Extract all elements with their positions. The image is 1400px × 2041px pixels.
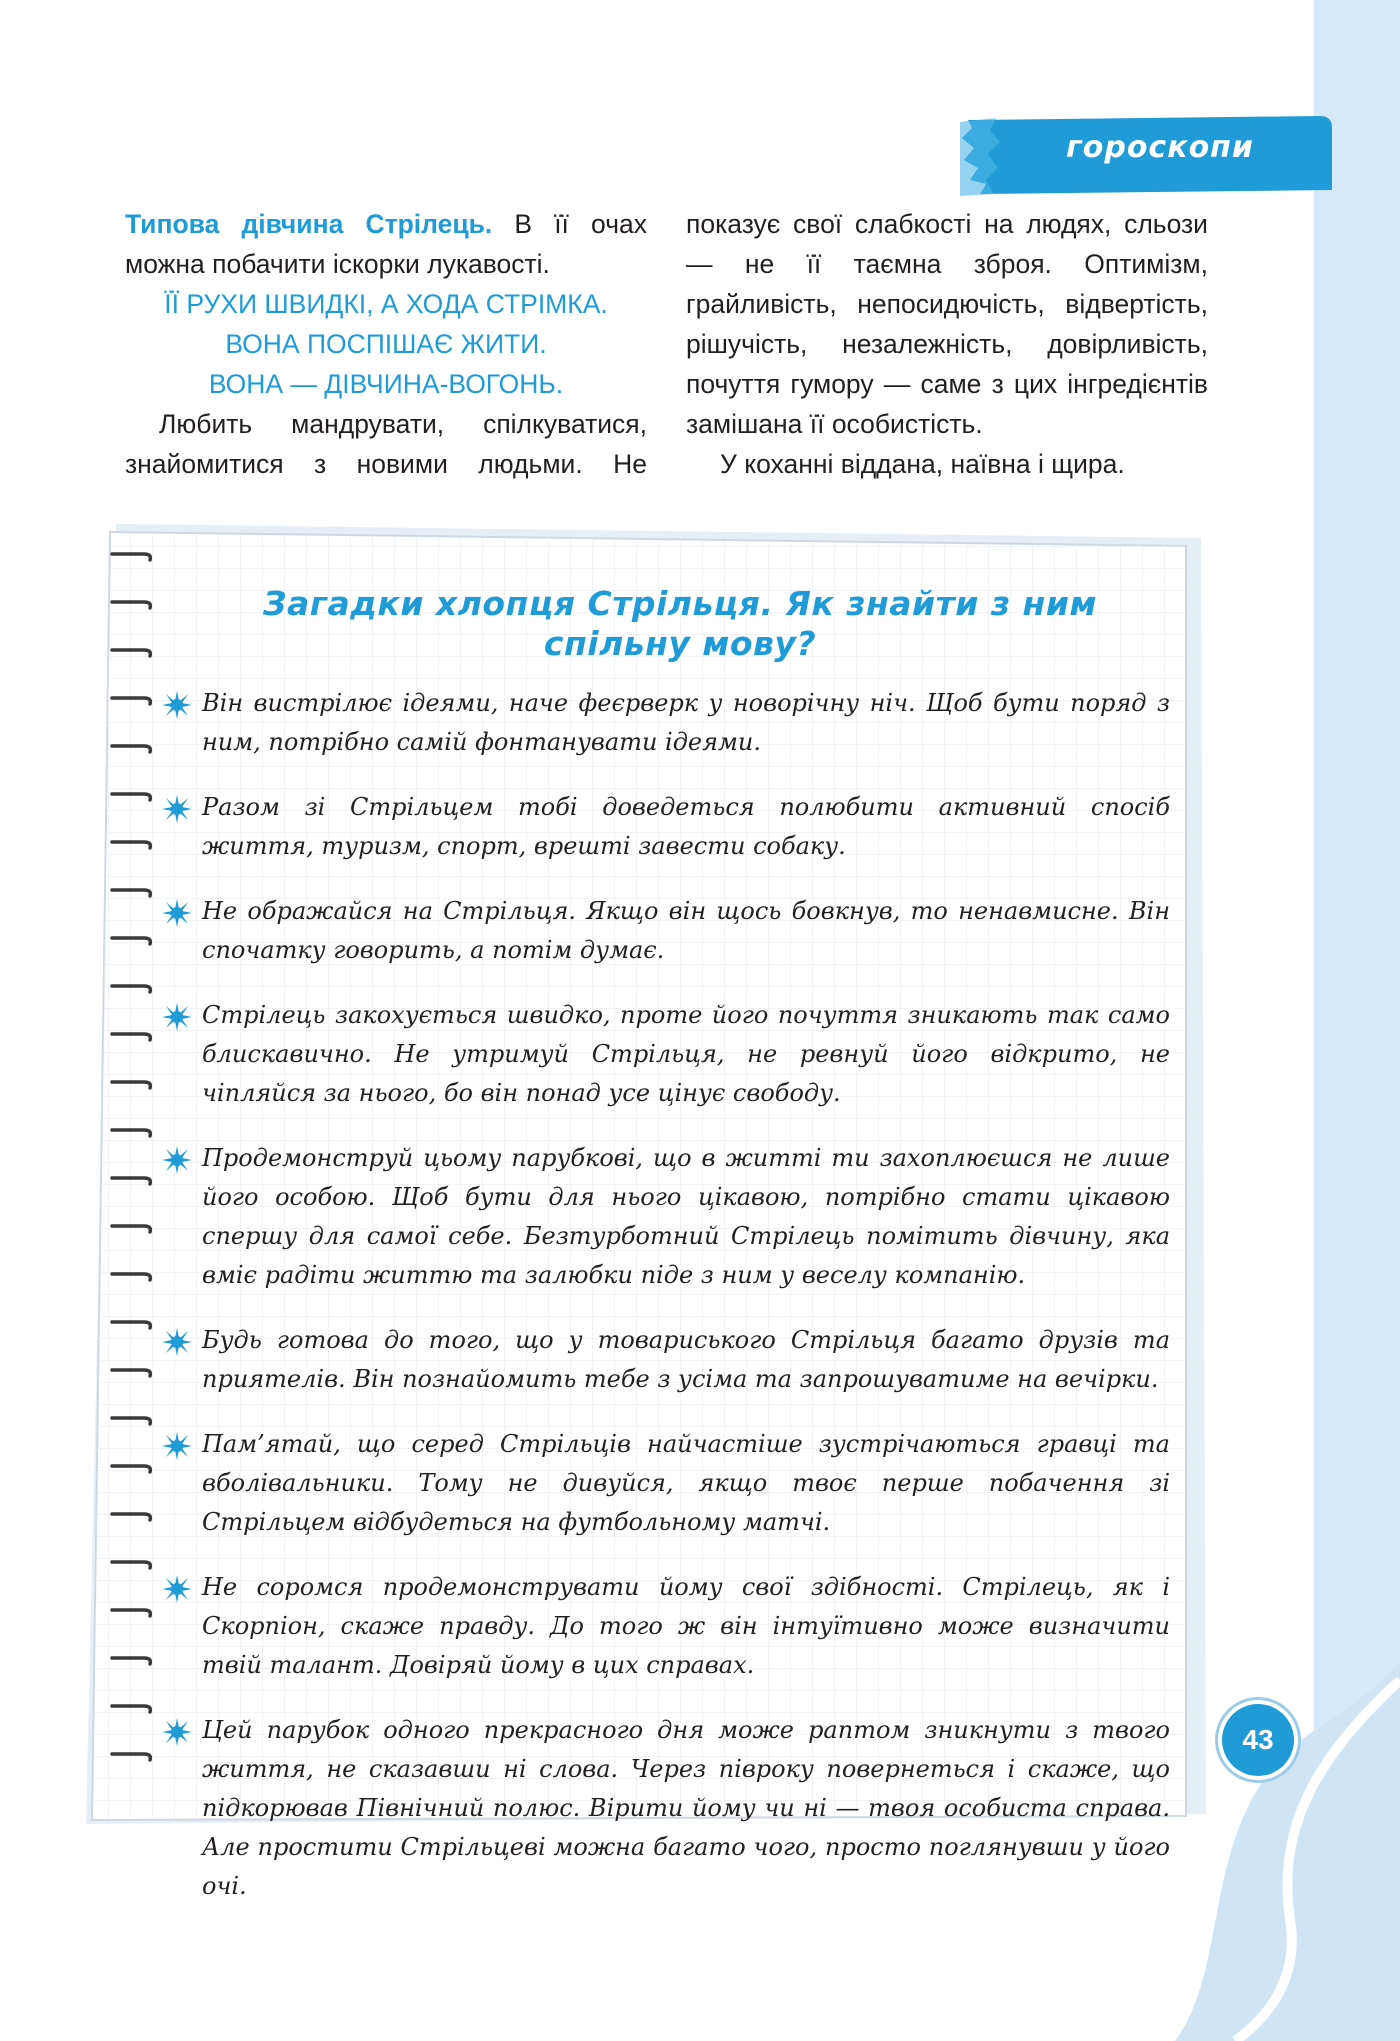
intro-right-paragraph: показує свої слабкості на людях, сльози — не її таємна зброя. Оптимізм, грайливість, непосидючість, відвертість, рішучість, незалежність, довірливість, почуття гумору — саме з цих інгредієнтів замішана її особистість. [686,209,1208,439]
tip-text: Не соромся продемонструвати йому свої здібності. Стрілець, як і Скорпіон, скаже правду. До того ж він інтуїтивно може визначити твій талант. Довіряй йому в цих справах. [202,1573,1170,1679]
tip-text: Стрілець закохується швидко, проте його почуття зникають так само блискавично. Не утримуй Стрільця, не ревнуй його відкрито, не чіпляйся за нього, бо він понад усе цінує свободу. [202,1001,1170,1107]
list-item [160,1139,1170,1295]
splash-icon [160,898,194,928]
intro-right-column [686,204,1208,484]
tip-text: Разом зі Стрільцем тобі доведеться полюбити активний спосіб життя, туризм, спорт, врешті завести собаку. [202,793,1170,860]
splash-icon [160,1002,194,1032]
tip-text: Пам’ятай, що серед Стрільців найчастіше зустрічаються гравці та вболівальники. Тому не дивуйся, якщо твоє перше побачення зі Стрільцем відбудеться на футбольному матчі. [202,1430,1170,1536]
tips-list [160,684,1170,1932]
list-item [160,1711,1170,1906]
spiral-binding [108,536,158,1776]
notebook-title: Загадки хлопця Стрільця. Як знайти з ним спільну мову? [263,584,1097,663]
list-item [160,996,1170,1113]
intro-right-last: У коханні віддана, наївна і щира. [720,449,1125,479]
highlight-line-3: ВОНА — ДІВЧИНА-ВОГОНЬ. [208,369,564,399]
splash-icon [160,1145,194,1175]
list-item [160,1568,1170,1685]
splash-icon [160,690,194,720]
lead-text: В її очах можна побачити іскорки лукавості. [125,209,647,279]
tip-text: Не ображайся на Стрільця. Якщо він щось бовкнув, то ненавмисне. Він спочатку говорить, а потім думає. [202,897,1170,964]
corner-decoration [1175,1660,1400,2041]
list-item [160,788,1170,866]
splash-icon [160,794,194,824]
splash-icon [160,1327,194,1357]
tip-text: Він вистрілює ідеями, наче феєрверк у новорічну ніч. Щоб бути поряд з ним, потрібно самій фонтанувати ідеями. [202,689,1170,756]
list-item [160,1321,1170,1399]
splash-icon [160,1574,194,1604]
highlight-line-2: ВОНА ПОСПІШАЄ ЖИТИ. [225,329,547,359]
intro-lead [125,204,647,284]
list-item [160,684,1170,762]
page-number: 43 [1222,1704,1294,1776]
tip-text: Цей парубок одного прекрасного дня може раптом зникнути з твого життя, не сказавши ні слова. Через півроку повернеться і скаже, що підкорював Північний полюс. Вірити йому чи ні — твоя особиста справа. Але простити Стрільцеві можна багато чого, просто поглянувши у його очі. [202,1716,1170,1900]
lead-title: Типова дівчина Стрілець. [125,209,493,239]
splash-icon [160,1717,194,1747]
tip-text: Будь готова до того, що у товариського Стрільця багато друзів та приятелів. Він познайомить тебе з усіма та запрошуватиме на вечірки. [202,1326,1170,1393]
intro-left-column [125,204,647,484]
list-item [160,892,1170,970]
splash-icon [160,1431,194,1461]
section-label: гороскопи [1066,130,1254,165]
highlight-line-1: ЇЇ РУХИ ШВИДКІ, А ХОДА СТРІМКА. [164,289,608,319]
list-item [160,1425,1170,1542]
tip-text: Продемонструй цьому парубкові, що в житті ти захоплюєшся не лише його особою. Щоб бути для нього цікавою, потрібно стати цікавою спершу для самої себе. Безтурботний Стрілець помітить дівчину, яка вміє радіти життю та залюбки піде з ним у веселу компанію. [202,1144,1170,1289]
intro-left-paragraph: Любить мандрувати, спілкуватися, знайомитися з новими людьми. Не [125,409,647,479]
